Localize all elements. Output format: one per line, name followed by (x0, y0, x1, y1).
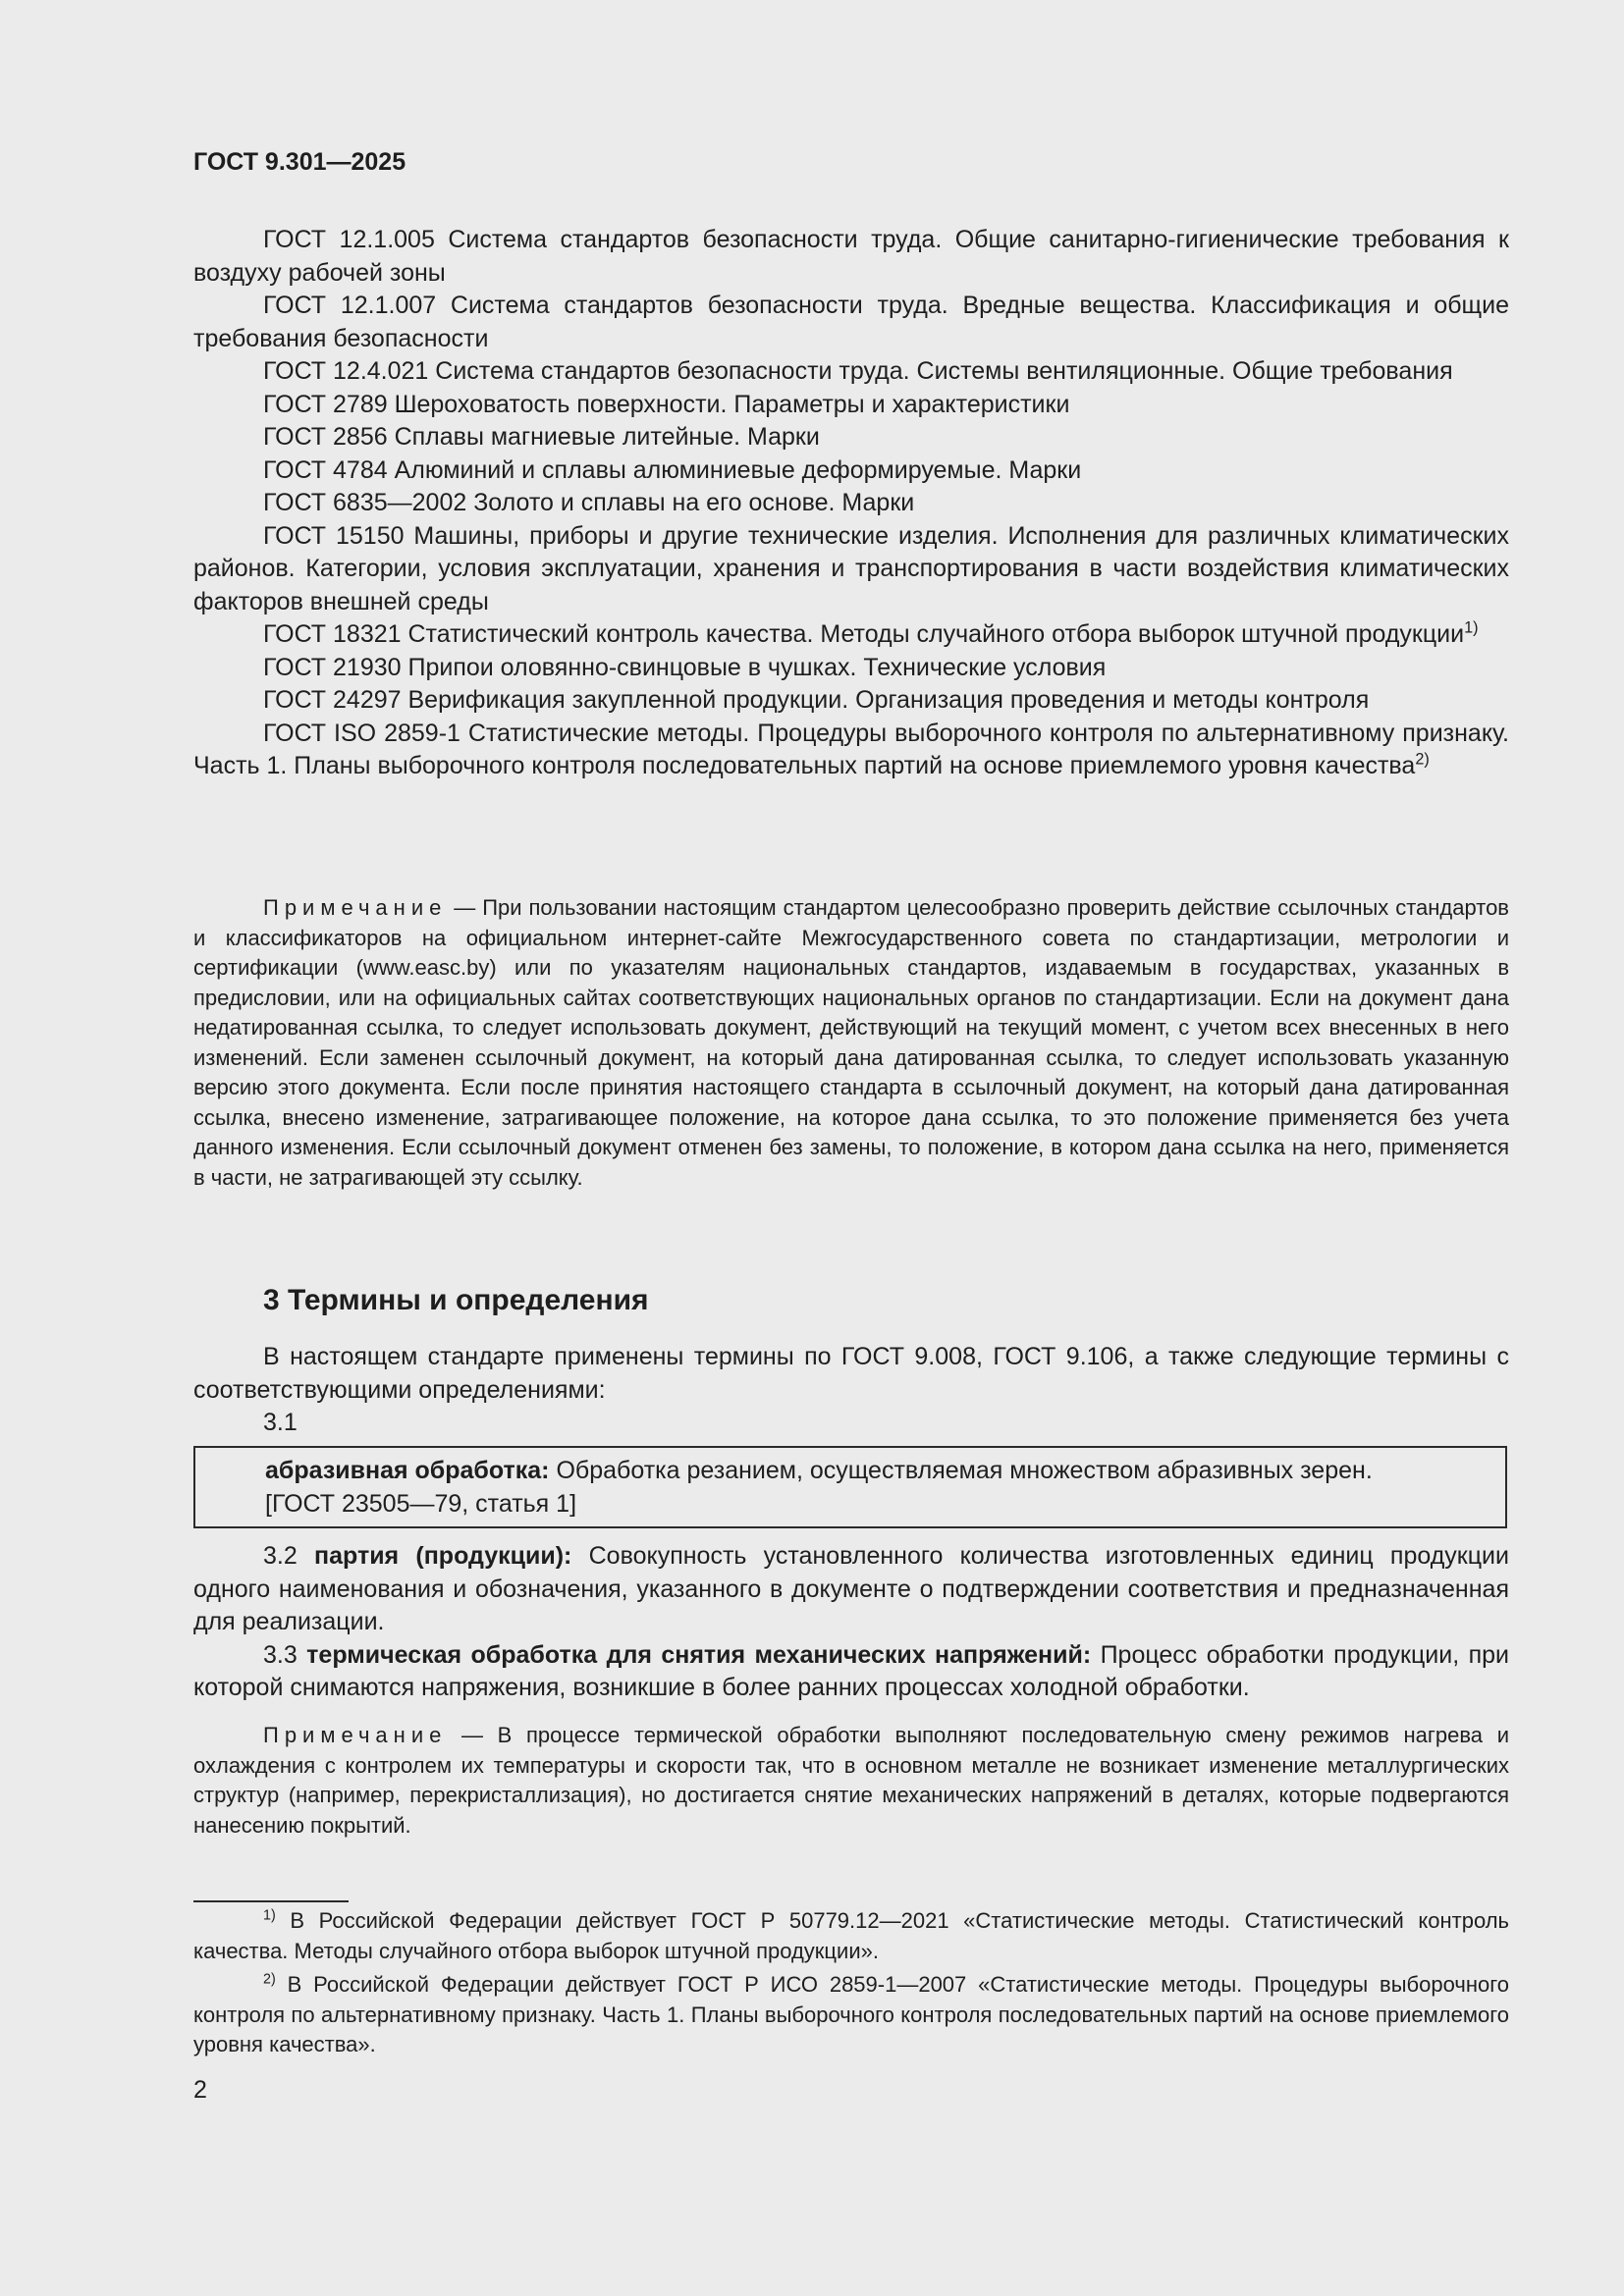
term-name: термическая обработка для снятия механических напряжений: (306, 1640, 1092, 1669)
term-number: 3.2 (263, 1542, 314, 1570)
reference-item: ГОСТ 21930 Припои оловянно-свинцовые в чушках. Технические условия (263, 653, 1107, 681)
reference-item (193, 718, 1509, 783)
note-text: В процессе термической обработки выполняют последовательную смену режимов нагрева и охлаждения с контролем их температуры и скорости так, что в основном металле не возникает изменение металлургических структур (например, перекристаллизация), но достигается снятие механических напряжений в деталях, которые подвергаются нанесению покрытий. (193, 1723, 1509, 1838)
reference-item: ГОСТ 6835—2002 Золото и сплавы на его основе. Марки (263, 489, 915, 516)
terms-list (193, 1540, 1509, 1705)
reference-text: ГОСТ 18321 Статистический контроль качества. Методы случайного отбора выборок штучной продукции (263, 620, 1465, 648)
note-heat-treatment (193, 1721, 1509, 1841)
quoted-definition-box (193, 1446, 1507, 1528)
footnote-ref: 1) (1464, 618, 1479, 637)
footnote-ref: 2) (1415, 750, 1430, 769)
reference-item (193, 618, 1509, 652)
footnote-mark: 2) (263, 1971, 276, 1988)
footnotes (193, 1906, 1509, 2064)
footnote (193, 1906, 1509, 1966)
normative-references (193, 224, 1509, 783)
reference-item: ГОСТ 15150 Машины, приборы и другие технические изделия. Исполнения для различных климатических районов. Категории, условия эксплуатации, хранения и транспортирования в части воздействия климатических факторов внешней среды (193, 521, 1509, 615)
footnote (193, 1970, 1509, 2060)
note-dash: — (447, 1723, 498, 1747)
reference-text: ГОСТ ISO 2859-1 Статистические методы. Процедуры выборочного контроля по альтернативному признаку. Часть 1. Планы выборочного контроля последовательных партий на основе приемлемого уровня качества (193, 719, 1509, 779)
reference-item: ГОСТ 12.1.007 Система стандартов безопасности труда. Вредные вещества. Классификация и общие требования безопасности (193, 292, 1509, 352)
term-entry (193, 1540, 1509, 1639)
reference-item: ГОСТ 2856 Сплавы магниевые литейные. Марки (263, 423, 820, 451)
note-dash: — (447, 895, 483, 920)
footnote-separator (193, 1900, 349, 1902)
footnote-text: В Российской Федерации действует ГОСТ Р 50779.12—2021 «Статистические методы. Статистический контроль качества. Методы случайного отбора выборок штучной продукции». (193, 1908, 1509, 1963)
term-name: абразивная обработка: (265, 1457, 550, 1484)
note-label: Примечание (263, 895, 448, 920)
term-number: 3.1 (263, 1409, 298, 1436)
section-heading: 3 Термины и определения (263, 1284, 649, 1316)
section-intro (193, 1341, 1509, 1440)
term-name: партия (продукции): (314, 1542, 572, 1570)
note-label: Примечание (263, 1723, 448, 1747)
page-number: 2 (193, 2076, 207, 2104)
reference-item: ГОСТ 2789 Шероховатость поверхности. Параметры и характеристики (263, 390, 1070, 418)
reference-item: ГОСТ 12.1.005 Система стандартов безопасности труда. Общие санитарно-гигиенические требования к воздуху рабочей зоны (193, 226, 1509, 287)
reference-item: ГОСТ 24297 Верификация закупленной продукции. Организация проведения и методы контроля (263, 686, 1370, 714)
footnote-text: В Российской Федерации действует ГОСТ Р ИСО 2859-1—2007 «Статистические методы. Процедуры выборочного контроля по альтернативному признаку. Часть 1. Планы выборочного контроля последовательных партий на основе приемлемого уровня качества». (193, 1972, 1509, 2056)
term-number: 3.3 (263, 1640, 307, 1669)
term-source: [ГОСТ 23505—79, статья 1] (265, 1489, 577, 1518)
reference-item: ГОСТ 4784 Алюминий и сплавы алюминиевые деформируемые. Марки (263, 455, 1082, 484)
term-text: Обработка резанием, осуществляемая множеством абразивных зерен. (549, 1457, 1373, 1484)
term-text: Совокупность установленного количества изготовленных единиц продукции одного наименования и обозначения, указанного в документе о подтверждении соответствия и предназначенная для реализации. (193, 1542, 1509, 1635)
note-references (193, 893, 1509, 1193)
term-entry (193, 1639, 1509, 1705)
document-header: ГОСТ 9.301—2025 (193, 148, 406, 176)
intro-paragraph: В настоящем стандарте применены термины по ГОСТ 9.008, ГОСТ 9.106, а также следующие термины с соответствующими определениями: (193, 1343, 1509, 1404)
footnote-mark: 1) (263, 1907, 276, 1924)
term-text: Процесс обработки продукции, при которой снимаются напряжения, возникшие в более ранних процессах холодной обработки. (193, 1640, 1509, 1701)
reference-item: ГОСТ 12.4.021 Система стандартов безопасности труда. Системы вентиляционные. Общие требования (263, 357, 1453, 385)
note-text: При пользовании настоящим стандартом целесообразно проверить действие ссылочных стандартов и классификаторов на официальном интернет-сайте Межгосударственного совета по стандартизации, метрологии и сертификации (www.easc.by) или по указателям национальных стандартов, издаваемым в государствах, указанных в предисловии, или на официальных сайтах соответствующих национальных органов по стандартизации. Если на документ дана недатированная ссылка, то следует использовать документ, действующий на текущий момент, с учетом всех внесенных в него изменений. Если заменен ссылочный документ, на который дана датированная ссылка, то следует использовать указанную версию этого документа. Если после принятия настоящего стандарта в ссылочный документ, на который дана датированная ссылка, внесено изменение, затрагивающее положение, на которое дана ссылка, то это положение применяется без учета данного изменения. Если ссылочный документ отменен без замены, то положение, в котором дана ссылка на него, применяется в части, не затрагивающей эту ссылку. (193, 895, 1509, 1190)
term-definition (265, 1455, 1502, 1488)
